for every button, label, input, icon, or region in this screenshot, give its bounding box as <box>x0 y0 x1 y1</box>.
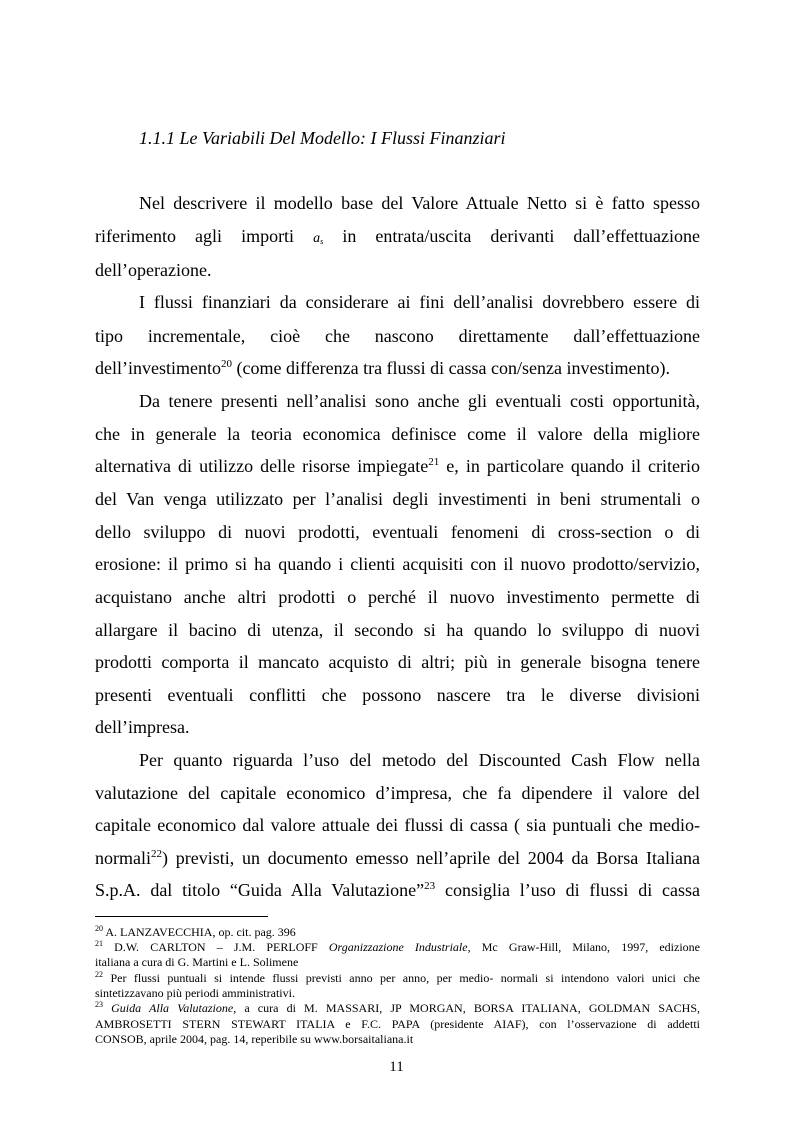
footnote-21: $^{21}$ D.W. CARLTON – J.M. PERLOFF Organizzazione Industriale, Mc Graw-Hill, Milano, 1997, edizione <box>95 939 700 954</box>
p3-line-7: acquistano anche altri prodotti o perché il nuovo investimento permette di <box>95 587 700 607</box>
footnote-23: $^{23}$ Guida Alla Valutazione, a cura di M. MASSARI, JP MORGAN, BORSA ITALIANA, GOLDMAN SACHS, <box>95 1000 700 1015</box>
p3-line-6: erosione: il primo si ha quando i clienti acquisiti con il nuovo prodotto/servizio, <box>95 554 700 574</box>
p3-line-9: prodotti comporta il mancato acquisto di altri; più in generale bisogna tenere <box>95 652 700 672</box>
p3-line-11: dell’impresa. <box>95 717 190 737</box>
p4-line-2: valutazione del capitale economico d’impresa, che fa dipendere il valore del <box>95 783 700 803</box>
p3-line-5: dello sviluppo di nuovi prodotti, eventuali fenomeni di cross-section o di <box>95 522 700 542</box>
footnote-22-line-2: sintetizzavano più periodi amministrativi. <box>95 986 295 1000</box>
p3-line-4: del Van venga utilizzato per l’analisi degli investimenti in beni strumentali o <box>95 489 700 509</box>
p3-line-3: alternativa di utilizzo delle risorse impiegate$^{21}$ e, in particolare quando il criterio <box>95 456 700 476</box>
p3-line-2: che in generale la teoria economica definisce come il valore della migliore <box>95 424 700 444</box>
footnote-23-line-3: CONSOB, aprile 2004, pag. 14, reperibile su www.borsaitaliana.it <box>95 1032 414 1046</box>
footnote-ref-23: 23 <box>424 880 436 892</box>
math-symbol-as: $a_s$ <box>313 231 324 246</box>
p3-line-1: Da tenere presenti nell’analisi sono anche gli eventuali costi opportunità, <box>139 391 700 411</box>
p4-line-5: S.p.A. dal titolo “Guida Alla Valutazione”$^{23}$ consiglia l’uso di flussi di cassa <box>95 880 700 900</box>
p2-line-2: tipo incrementale, cioè che nascono direttamente dall’effettuazione <box>95 326 700 346</box>
p4-line-1: Per quanto riguarda l’uso del metodo del Discounted Cash Flow nella <box>139 750 700 770</box>
footnote-20: $^{20}$ A. LANZAVECCHIA, op. cit. pag. 396 <box>95 924 296 939</box>
p2-line-3: dell’investimento$^{20}$ (come differenza tra flussi di cassa con/senza investimento). <box>95 358 670 378</box>
p4-line-3: capitale economico dal valore attuale dei flussi di cassa ( sia puntuali che medio- <box>95 815 700 835</box>
footnote-21-line-2: italiana a cura di G. Martini e L. Solimene <box>95 955 299 969</box>
footnote-23-line-2: AMBROSETTI STERN STEWART ITALIA e F.C. PAPA (presidente AIAF), con l’osservazione di addetti <box>95 1017 700 1031</box>
p4-line-4: normali$^{22}$) previsti, un documento emesso nell’aprile del 2004 da Borsa Italiana <box>95 848 700 868</box>
p3-line-8: allargare il bacino di utenza, il secondo si ha quando lo sviluppo di nuovi <box>95 620 700 640</box>
section-heading: 1.1.1 Le Variabili Del Modello: I Flussi Finanziari <box>139 128 506 148</box>
p1-line-1: Nel descrivere il modello base del Valore Attuale Netto si è fatto spesso <box>139 193 700 213</box>
p2-line-1: I flussi finanziari da considerare ai fini dell’analisi dovrebbero essere di <box>139 292 700 312</box>
p1-line-2: riferimento agli importi $a_s$ in entrata/uscita derivanti dall’effettuazione <box>95 226 700 246</box>
footnote-separator <box>95 916 268 917</box>
footnote-22: $^{22}$ Per flussi puntuali si intende flussi previsti anno per anno, per medio- normali si intendono valori unici che <box>95 970 700 985</box>
footnote-ref-21: 21 <box>428 456 440 468</box>
footnote-ref-20: 20 <box>220 358 232 370</box>
p1-line-3: dell’operazione. <box>95 260 212 280</box>
p3-line-10: presenti eventuali conflitti che possono nascere tra le diverse divisioni <box>95 685 700 705</box>
footnote-ref-22: 22 <box>151 848 162 860</box>
page-number: 11 <box>389 1059 404 1075</box>
